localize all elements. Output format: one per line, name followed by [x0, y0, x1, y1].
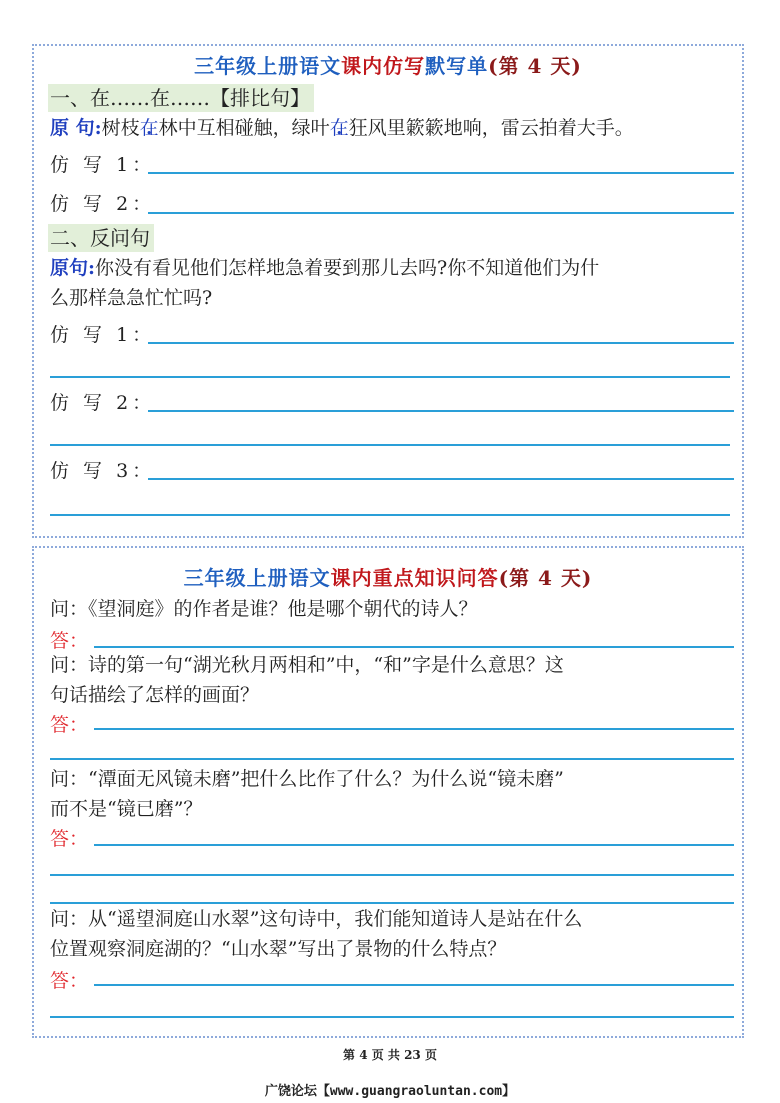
question-1: 问：《望洞庭》的作者是谁？他是哪个朝代的诗人？ — [50, 598, 478, 620]
heading-parallel-sentence: 一、在……在……【排比句】 — [48, 84, 314, 112]
page-number: 第 4 页 共 23 页 — [343, 1048, 437, 1062]
answer-line[interactable] — [148, 342, 734, 344]
answer-line[interactable] — [94, 844, 734, 846]
answer-line[interactable] — [148, 172, 734, 174]
answer-line[interactable] — [94, 646, 734, 648]
answer-line[interactable] — [50, 1016, 734, 1018]
answer-label: 答： — [50, 828, 89, 850]
answer-label: 答： — [50, 630, 89, 652]
site-footer: 广饶论坛【www.guangraoluntan.com】 — [264, 1084, 516, 1099]
question-3-cont: 而不是“镜已磨”？ — [50, 798, 203, 820]
answer-line[interactable] — [50, 376, 730, 378]
original-sentence-1: 原 句:树枝在林中互相碰触，绿叶在狂风里簌簌地响，雷云拍着大手。 — [50, 117, 634, 139]
answer-line[interactable] — [50, 874, 734, 876]
answer-label: 答： — [50, 714, 89, 736]
panel-title: 三年级上册语文课内重点知识问答(第 4 天) — [183, 566, 593, 590]
qa-panel — [32, 546, 744, 1038]
imitation-label-1: 仿 写 1： — [50, 154, 156, 176]
question-2-cont: 句话描绘了怎样的画面？ — [50, 684, 260, 706]
answer-label: 答： — [50, 970, 89, 992]
copywriting-panel — [32, 44, 744, 538]
question-3: 问：“潭面无风镜未磨”把什么比作了什么？为什么说“镜未磨” — [50, 768, 564, 790]
imitation-label-4: 仿 写 2： — [50, 392, 156, 414]
heading-rhetorical-question: 二、反问句 — [48, 224, 154, 252]
imitation-label-5: 仿 写 3： — [50, 460, 156, 482]
answer-line[interactable] — [50, 758, 734, 760]
answer-line[interactable] — [148, 212, 734, 214]
answer-line[interactable] — [50, 444, 730, 446]
imitation-label-2: 仿 写 2： — [50, 193, 156, 215]
answer-line[interactable] — [50, 514, 730, 516]
question-4-cont: 位置观察洞庭湖的？“山水翠”写出了景物的什么特点？ — [50, 938, 507, 960]
answer-line[interactable] — [94, 728, 734, 730]
answer-line[interactable] — [148, 410, 734, 412]
imitation-label-3: 仿 写 1： — [50, 324, 156, 346]
question-2: 问：诗的第一句“湖光秋月两相和”中，“和”字是什么意思？这 — [50, 654, 564, 676]
panel-title: 三年级上册语文课内仿写默写单(第 4 天) — [194, 54, 582, 78]
answer-line[interactable] — [148, 478, 734, 480]
answer-line[interactable] — [94, 984, 734, 986]
original-sentence-2: 原句:你没有看见他们怎样地急着要到那儿去吗?你不知道他们为什 — [50, 257, 600, 279]
original-sentence-2-cont: 么那样急急忙忙吗? — [50, 287, 213, 309]
question-4: 问：从“遥望洞庭山水翠”这句诗中，我们能知道诗人是站在什么 — [50, 908, 583, 930]
